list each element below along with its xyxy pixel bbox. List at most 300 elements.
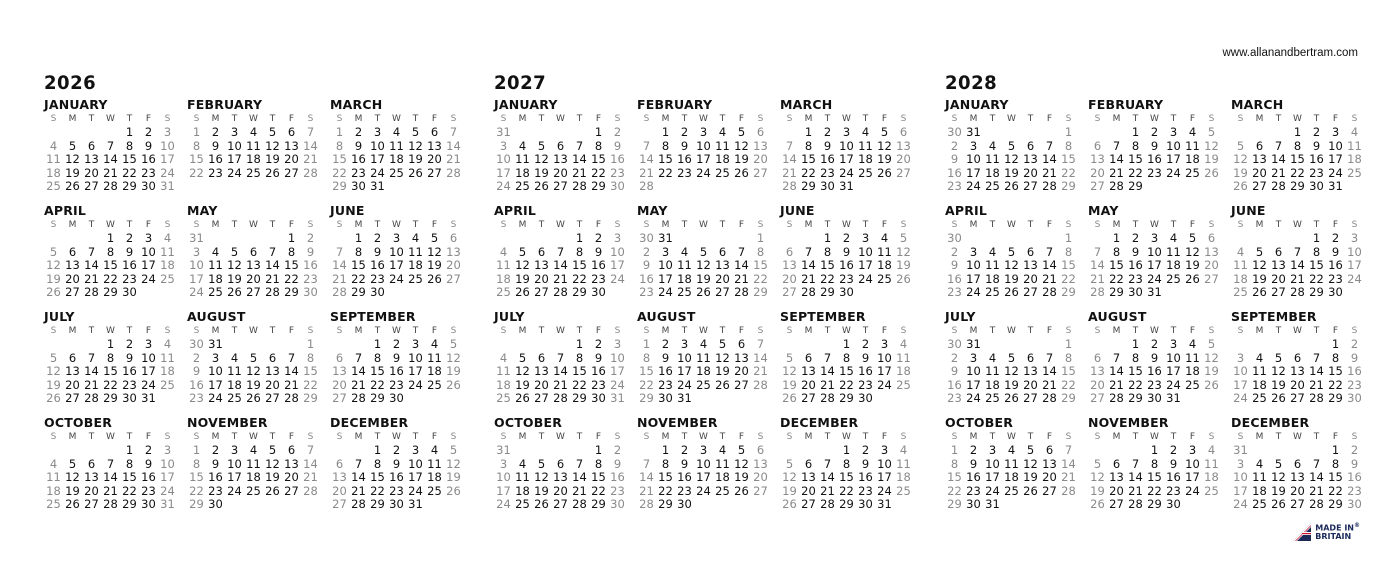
day-cell: 11 <box>160 244 175 259</box>
day-cell: 26 <box>696 285 711 299</box>
day-cell: 23 <box>1347 377 1362 392</box>
day-cell: 10 <box>1328 138 1343 153</box>
weekday-label: T <box>231 220 238 230</box>
day-cell: 5 <box>718 337 727 351</box>
day-cell: 8 <box>373 350 382 365</box>
day-cell: 31 <box>839 179 854 193</box>
day-cell: 20 <box>715 271 730 286</box>
day-grid <box>1231 444 1374 512</box>
month-march <box>330 96 473 202</box>
month-name: MAY <box>1088 203 1119 218</box>
day-cell: 25 <box>1252 391 1267 405</box>
day-cell: 18 <box>515 165 530 180</box>
day-cell: 6 <box>335 350 344 365</box>
day-cell: 2 <box>125 231 134 245</box>
day-cell: 1 <box>1112 231 1121 245</box>
day-cell <box>551 232 570 246</box>
day-cell: 2 <box>823 125 832 139</box>
weekday-label: M <box>661 114 670 124</box>
day-cell: 8 <box>575 350 584 365</box>
day-cell <box>1183 286 1202 300</box>
day-cell: 30 <box>677 497 692 511</box>
day-cell <box>82 444 101 458</box>
weekday-label: T <box>824 220 831 230</box>
weekday-label: S <box>757 114 764 124</box>
day-cell: 30 <box>389 497 404 511</box>
day-cell: 3 <box>613 231 622 245</box>
day-cell: 27 <box>1252 179 1267 193</box>
month-name: NOVEMBER <box>187 415 268 430</box>
day-cell: 16 <box>820 152 835 166</box>
day-cell: 26 <box>46 391 61 405</box>
day-cell: 19 <box>1252 271 1267 286</box>
day-cell: 20 <box>1204 258 1219 272</box>
day-cell: 8 <box>1150 456 1159 471</box>
registered-mark: ® <box>1354 522 1360 529</box>
day-cell <box>1021 232 1040 246</box>
day-cell: 10 <box>610 244 625 259</box>
day-cell <box>206 232 225 246</box>
weekday-label: W <box>1150 114 1159 124</box>
day-cell: 1 <box>1293 125 1302 139</box>
day-cell <box>751 392 770 406</box>
day-cell: 29 <box>1061 391 1076 405</box>
day-cell: 5 <box>230 244 239 259</box>
day-cell: 3 <box>699 125 708 139</box>
day-cell: 11 <box>208 258 223 272</box>
weekday-label: T <box>269 114 276 124</box>
day-cell: 5 <box>449 443 458 457</box>
day-cell: 6 <box>537 244 546 259</box>
day-cell: 18 <box>1252 377 1267 392</box>
day-cell: 2 <box>1131 231 1140 245</box>
day-cell: 14 <box>753 350 768 365</box>
day-cell: 14 <box>553 364 568 378</box>
weekday-label: F <box>595 432 602 442</box>
weekday-label: S <box>643 114 650 124</box>
weekday-label: M <box>68 432 77 442</box>
day-cell: 22 <box>1328 483 1343 498</box>
day-cell: 24 <box>389 271 404 286</box>
day-cell: 7 <box>737 244 746 259</box>
day-cell: 23 <box>1147 377 1162 392</box>
day-cell: 25 <box>46 179 61 193</box>
weekday-label: W <box>1150 326 1159 336</box>
month-march <box>780 96 923 202</box>
day-cell: 27 <box>1023 179 1038 193</box>
weekday-label: W <box>106 326 115 336</box>
day-cell: 25 <box>160 377 175 392</box>
day-cell <box>63 444 82 458</box>
day-cell: 2 <box>594 337 603 351</box>
day-cell: 20 <box>246 271 261 286</box>
day-cell <box>551 444 570 458</box>
day-cell: 2 <box>613 125 622 139</box>
weekday-label: T <box>681 114 688 124</box>
weekday-label: S <box>1065 114 1072 124</box>
day-cell: 28 <box>284 391 299 405</box>
day-cell: 8 <box>125 456 134 471</box>
day-cell: 14 <box>782 152 797 166</box>
day-cell <box>751 498 770 512</box>
day-cell: 26 <box>734 165 749 180</box>
weekday-label: W <box>1007 432 1016 442</box>
day-cell: 31 <box>370 179 385 193</box>
weekday-label: T <box>269 326 276 336</box>
day-cell <box>444 498 463 512</box>
day-cell: 20 <box>284 470 299 484</box>
day-cell: 31 <box>160 497 175 511</box>
day-cell: 15 <box>122 152 137 166</box>
day-cell: 23 <box>658 377 673 392</box>
weekday-label: F <box>145 220 152 230</box>
day-cell: 9 <box>661 350 670 365</box>
day-cell: 16 <box>858 364 873 378</box>
months-grid <box>494 96 924 520</box>
weekday-label: M <box>1255 432 1264 442</box>
weekday-label: M <box>1112 114 1121 124</box>
day-cell: 7 <box>1093 244 1102 259</box>
weekday-label: S <box>1237 432 1244 442</box>
day-cell <box>637 444 656 458</box>
day-cell: 1 <box>106 337 115 351</box>
day-cell: 25 <box>496 391 511 405</box>
day-cell: 29 <box>103 391 118 405</box>
month-name: SEPTEMBER <box>1231 309 1317 324</box>
day-cell: 31 <box>966 125 981 139</box>
day-cell: 7 <box>575 456 584 471</box>
day-cell: 12 <box>227 258 242 272</box>
weekday-label: S <box>500 114 507 124</box>
day-cell: 5 <box>518 244 527 259</box>
day-cell <box>1002 126 1021 140</box>
day-cell: 17 <box>610 258 625 272</box>
day-cell: 21 <box>446 152 461 166</box>
day-cell: 18 <box>715 152 730 166</box>
weekday-label: M <box>354 114 363 124</box>
day-cell: 23 <box>839 271 854 286</box>
day-cell: 1 <box>594 443 603 457</box>
day-cell: 16 <box>208 470 223 484</box>
day-cell: 6 <box>1093 350 1102 365</box>
weekday-label: S <box>307 432 314 442</box>
day-cell: 13 <box>284 138 299 153</box>
day-cell: 20 <box>1023 165 1038 180</box>
day-cell: 27 <box>553 179 568 193</box>
day-cell: 22 <box>801 165 816 180</box>
month-name: MARCH <box>1231 97 1284 112</box>
day-cell: 2 <box>306 231 315 245</box>
day-cell: 31 <box>496 443 511 457</box>
day-cell: 16 <box>389 364 404 378</box>
day-cell: 30 <box>1309 179 1324 193</box>
day-cell: 11 <box>896 350 911 365</box>
day-cell <box>1021 338 1040 352</box>
day-cell: 13 <box>734 350 749 365</box>
day-cell: 30 <box>610 179 625 193</box>
day-cell: 10 <box>966 152 981 166</box>
weekday-label: T <box>126 326 133 336</box>
day-cell: 17 <box>1166 364 1181 378</box>
day-cell: 7 <box>1045 138 1054 153</box>
day-cell: 25 <box>896 483 911 498</box>
day-cell: 11 <box>1004 456 1019 471</box>
day-cell: 1 <box>1312 231 1321 245</box>
day-cell <box>780 444 799 458</box>
month-name: AUGUST <box>187 309 246 324</box>
day-cell: 7 <box>823 456 832 471</box>
day-cell: 27 <box>1204 271 1219 286</box>
day-grid <box>780 126 923 194</box>
day-cell <box>732 180 751 194</box>
weekday-label: S <box>1094 220 1101 230</box>
day-cell: 5 <box>785 456 794 471</box>
day-cell: 2 <box>680 125 689 139</box>
day-cell: 29 <box>103 285 118 299</box>
day-cell: 16 <box>208 152 223 166</box>
day-cell: 23 <box>141 165 156 180</box>
day-cell: 22 <box>639 377 654 392</box>
day-cell: 16 <box>947 271 962 286</box>
day-cell: 14 <box>820 364 835 378</box>
brand-line1: MADE IN <box>1315 523 1354 533</box>
month-october <box>945 414 1088 520</box>
day-cell: 13 <box>332 364 347 378</box>
day-cell: 10 <box>227 138 242 153</box>
day-cell: 12 <box>1252 258 1267 272</box>
weekday-label: M <box>804 220 813 230</box>
day-cell: 2 <box>950 350 959 365</box>
day-cell: 24 <box>160 483 175 498</box>
day-cell: 25 <box>389 165 404 180</box>
day-cell <box>513 338 532 352</box>
day-cell: 12 <box>715 350 730 365</box>
day-cell: 7 <box>1045 244 1054 259</box>
day-cell: 25 <box>985 391 1000 405</box>
day-cell: 21 <box>1042 377 1057 392</box>
day-cell: 22 <box>591 483 606 498</box>
day-cell: 14 <box>1271 152 1286 166</box>
day-cell: 28 <box>1290 285 1305 299</box>
day-cell <box>694 498 713 512</box>
weekday-label: W <box>106 432 115 442</box>
day-cell: 12 <box>515 258 530 272</box>
day-cell: 10 <box>141 244 156 259</box>
day-cell: 8 <box>373 456 382 471</box>
day-cell: 28 <box>1061 483 1076 498</box>
day-cell: 12 <box>1185 244 1200 259</box>
day-cell: 25 <box>227 391 242 405</box>
weekday-label: F <box>738 114 745 124</box>
day-cell: 10 <box>877 350 892 365</box>
weekday-label: T <box>269 220 276 230</box>
day-cell <box>1040 232 1059 246</box>
day-cell: 2 <box>144 443 153 457</box>
day-cell: 21 <box>1109 165 1124 180</box>
weekday-label: T <box>1313 432 1320 442</box>
day-cell: 5 <box>1093 456 1102 471</box>
day-cell: 2 <box>1150 337 1159 351</box>
day-grid <box>44 444 187 512</box>
day-cell: 20 <box>1090 377 1105 392</box>
weekday-label: S <box>951 326 958 336</box>
day-cell: 27 <box>65 391 80 405</box>
day-cell: 9 <box>861 456 870 471</box>
day-cell: 13 <box>1090 152 1105 166</box>
day-cell: 9 <box>969 456 978 471</box>
weekday-label: F <box>595 326 602 336</box>
day-cell: 31 <box>1147 285 1162 299</box>
day-cell <box>570 126 589 140</box>
weekday-label: S <box>336 220 343 230</box>
day-cell: 10 <box>1166 138 1181 153</box>
weekday-label: T <box>374 114 381 124</box>
day-cell <box>1002 232 1021 246</box>
day-cell: 17 <box>966 271 981 286</box>
weekday-label: T <box>1132 220 1139 230</box>
day-cell <box>444 286 463 300</box>
day-cell: 12 <box>782 470 797 484</box>
day-cell: 9 <box>950 364 959 378</box>
day-cell: 13 <box>534 258 549 272</box>
weekday-label: F <box>1332 326 1339 336</box>
weekday-label: T <box>719 432 726 442</box>
day-cell: 16 <box>677 470 692 484</box>
day-cell: 19 <box>65 165 80 180</box>
day-cell: 14 <box>639 470 654 484</box>
day-cell <box>1002 338 1021 352</box>
day-cell: 8 <box>804 138 813 153</box>
day-cell: 31 <box>208 337 223 351</box>
day-cell: 30 <box>947 231 962 245</box>
day-cell: 28 <box>265 285 280 299</box>
day-cell <box>387 180 406 194</box>
day-cell: 29 <box>1147 497 1162 511</box>
day-cell: 28 <box>1271 179 1286 193</box>
day-cell <box>1021 498 1040 512</box>
day-cell: 23 <box>610 165 625 180</box>
day-cell: 11 <box>46 152 61 166</box>
weekday-label: T <box>989 220 996 230</box>
day-cell: 28 <box>1109 391 1124 405</box>
day-cell: 24 <box>408 377 423 392</box>
day-cell: 22 <box>591 165 606 180</box>
day-cell: 26 <box>877 165 892 180</box>
day-cell: 21 <box>639 483 654 498</box>
day-cell: 30 <box>947 125 962 139</box>
month-may <box>187 202 330 308</box>
day-cell: 25 <box>715 165 730 180</box>
day-grid <box>1088 444 1231 512</box>
day-grid <box>945 444 1088 512</box>
weekday-label: M <box>68 220 77 230</box>
day-cell: 25 <box>160 271 175 286</box>
day-cell: 7 <box>449 125 458 139</box>
day-cell <box>444 392 463 406</box>
day-cell: 8 <box>106 350 115 365</box>
day-cell: 1 <box>192 443 201 457</box>
day-cell: 30 <box>141 179 156 193</box>
day-cell: 23 <box>677 483 692 498</box>
day-cell: 5 <box>449 337 458 351</box>
day-cell <box>856 286 875 300</box>
day-cell: 17 <box>408 364 423 378</box>
day-cell: 21 <box>820 377 835 392</box>
day-grid <box>494 126 637 194</box>
day-cell: 2 <box>861 443 870 457</box>
day-cell: 6 <box>804 350 813 365</box>
day-cell: 4 <box>499 350 508 365</box>
day-cell: 25 <box>496 285 511 299</box>
day-cell: 2 <box>642 244 651 259</box>
day-cell: 19 <box>896 258 911 272</box>
day-cell: 4 <box>249 125 258 139</box>
day-cell: 9 <box>1150 138 1159 153</box>
day-cell: 7 <box>642 456 651 471</box>
weekday-label: F <box>288 114 295 124</box>
day-cell <box>732 498 751 512</box>
day-cell: 6 <box>1026 138 1035 153</box>
day-cell: 17 <box>858 258 873 272</box>
day-cell: 12 <box>1204 350 1219 365</box>
day-cell: 22 <box>753 271 768 286</box>
day-cell: 25 <box>1185 377 1200 392</box>
day-cell: 2 <box>594 231 603 245</box>
day-cell: 17 <box>877 470 892 484</box>
day-cell: 18 <box>389 152 404 166</box>
day-cell: 12 <box>734 138 749 153</box>
day-cell: 21 <box>351 483 366 498</box>
day-cell: 22 <box>1147 483 1162 498</box>
day-cell: 27 <box>553 497 568 511</box>
day-cell: 18 <box>46 165 61 180</box>
day-cell: 20 <box>534 377 549 392</box>
day-cell: 30 <box>591 285 606 299</box>
day-cell: 19 <box>1271 483 1286 498</box>
day-grid <box>1231 232 1374 300</box>
day-cell: 15 <box>1328 364 1343 378</box>
day-cell <box>694 392 713 406</box>
day-cell: 4 <box>1236 244 1245 259</box>
day-grid <box>44 126 187 194</box>
day-cell: 3 <box>880 337 889 351</box>
day-cell: 5 <box>411 125 420 139</box>
day-grid <box>637 126 780 194</box>
day-cell: 16 <box>591 364 606 378</box>
month-name: FEBRUARY <box>637 97 713 112</box>
weekday-label: M <box>969 114 978 124</box>
day-cell: 26 <box>896 271 911 286</box>
month-july <box>945 308 1088 414</box>
day-cell: 26 <box>65 497 80 511</box>
day-cell: 2 <box>1350 443 1359 457</box>
day-cell: 3 <box>1236 456 1245 471</box>
day-cell: 20 <box>553 165 568 180</box>
day-cell: 27 <box>284 483 299 498</box>
day-cell: 3 <box>1169 337 1178 351</box>
day-cell: 22 <box>1061 165 1076 180</box>
day-cell: 13 <box>1042 456 1057 471</box>
year-title: 2027 <box>494 72 547 94</box>
day-cell: 28 <box>1042 179 1057 193</box>
day-cell <box>675 232 694 246</box>
day-cell: 13 <box>1023 258 1038 272</box>
weekday-label: T <box>1170 432 1177 442</box>
day-cell: 4 <box>163 231 172 245</box>
day-cell: 1 <box>661 443 670 457</box>
day-cell: 30 <box>1128 285 1143 299</box>
day-cell <box>1345 286 1364 300</box>
